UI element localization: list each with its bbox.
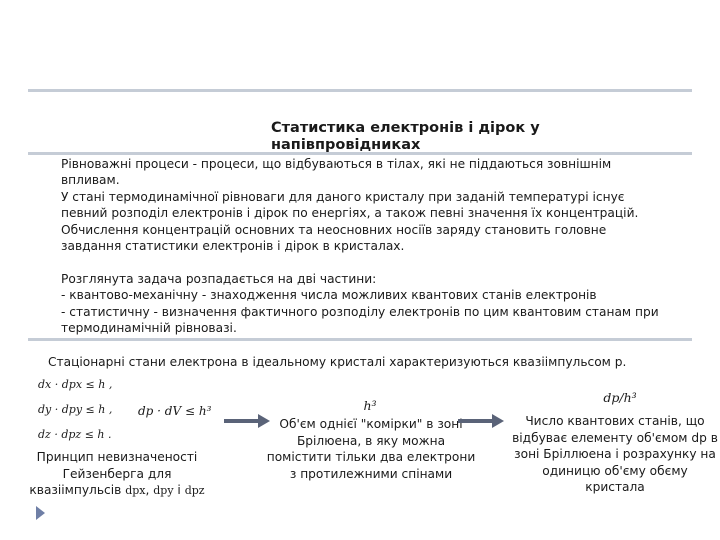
slide-marker-icon	[36, 506, 45, 520]
var-separator: ,	[145, 483, 150, 497]
top-divider	[28, 89, 692, 92]
paragraph-spacer	[61, 254, 661, 270]
caption-brillouin-cell: Об'єм однієї "комірки" в зоні Брілюена, в яку можна помістити тільки два електрони з протилежними спінами	[266, 417, 476, 481]
body-text	[61, 156, 661, 336]
slide-title: Статистика електронів і дірок у напівпровідниках	[271, 120, 540, 153]
formula-x: dx · dpx ≤ h ,	[38, 378, 113, 391]
var-dpy: dpy	[153, 484, 174, 497]
dp-over-h3-header: dp/h³	[603, 390, 637, 405]
caption-heisenberg	[18, 449, 216, 500]
formula-volume: dp · dV ≤ h³	[138, 404, 212, 418]
paragraph-statistical: - статистичну - визначення фактичного розподілу електронів по цим квантовим станам при термодинамічній рівновазі.	[61, 304, 659, 336]
arrow-right-icon-2	[456, 412, 506, 430]
var-conjunction: і	[177, 483, 181, 497]
paragraph-thermodynamic: У стані термодинамічної рівноваги для даного кристалу при заданій температурі існує певний розподіл електронів і дірок по енергіях, а також певні значення їх концентрацій. Обчислення концентрацій основних та неосновних носіїв заряду становить головне завдання статистики електронів і дірок в кристалах.	[61, 189, 639, 254]
h-cubed-header: h³	[363, 398, 377, 413]
formula-y: dy · dpy ≤ h ,	[38, 403, 113, 416]
var-dpx: dpx	[125, 484, 146, 497]
formula-z: dz · dpz ≤ h .	[38, 428, 112, 441]
paragraph-quantum: - квантово-механічну - знаходження числа можливих квантових станів електронів	[61, 288, 597, 303]
paragraph-equilibrium: Рівноважні процеси - процеси, що відбуваються в тілах, які не піддаються зовнішнім впливам.	[61, 157, 612, 188]
overlay-text: Стаціонарні стани електрона в ідеальному кристалі характеризуються квазіімпульсом p.	[48, 355, 627, 369]
section-divider	[28, 338, 692, 341]
paragraph-task: Розглянута задача розпадається на дві частини:	[61, 271, 377, 286]
arrow-right-icon-1	[222, 412, 272, 430]
var-dpz: dpz	[184, 484, 205, 497]
caption-quantum-states: Число квантових станів, що відбуває елементу об'ємом dp в зоні Бріллюена і розрахунку на одиницю об'єму обєму кристала	[512, 414, 718, 494]
caption-heisenberg-text: Принцип невизначеності Гейзенберга для квазіімпульсів	[29, 450, 198, 497]
